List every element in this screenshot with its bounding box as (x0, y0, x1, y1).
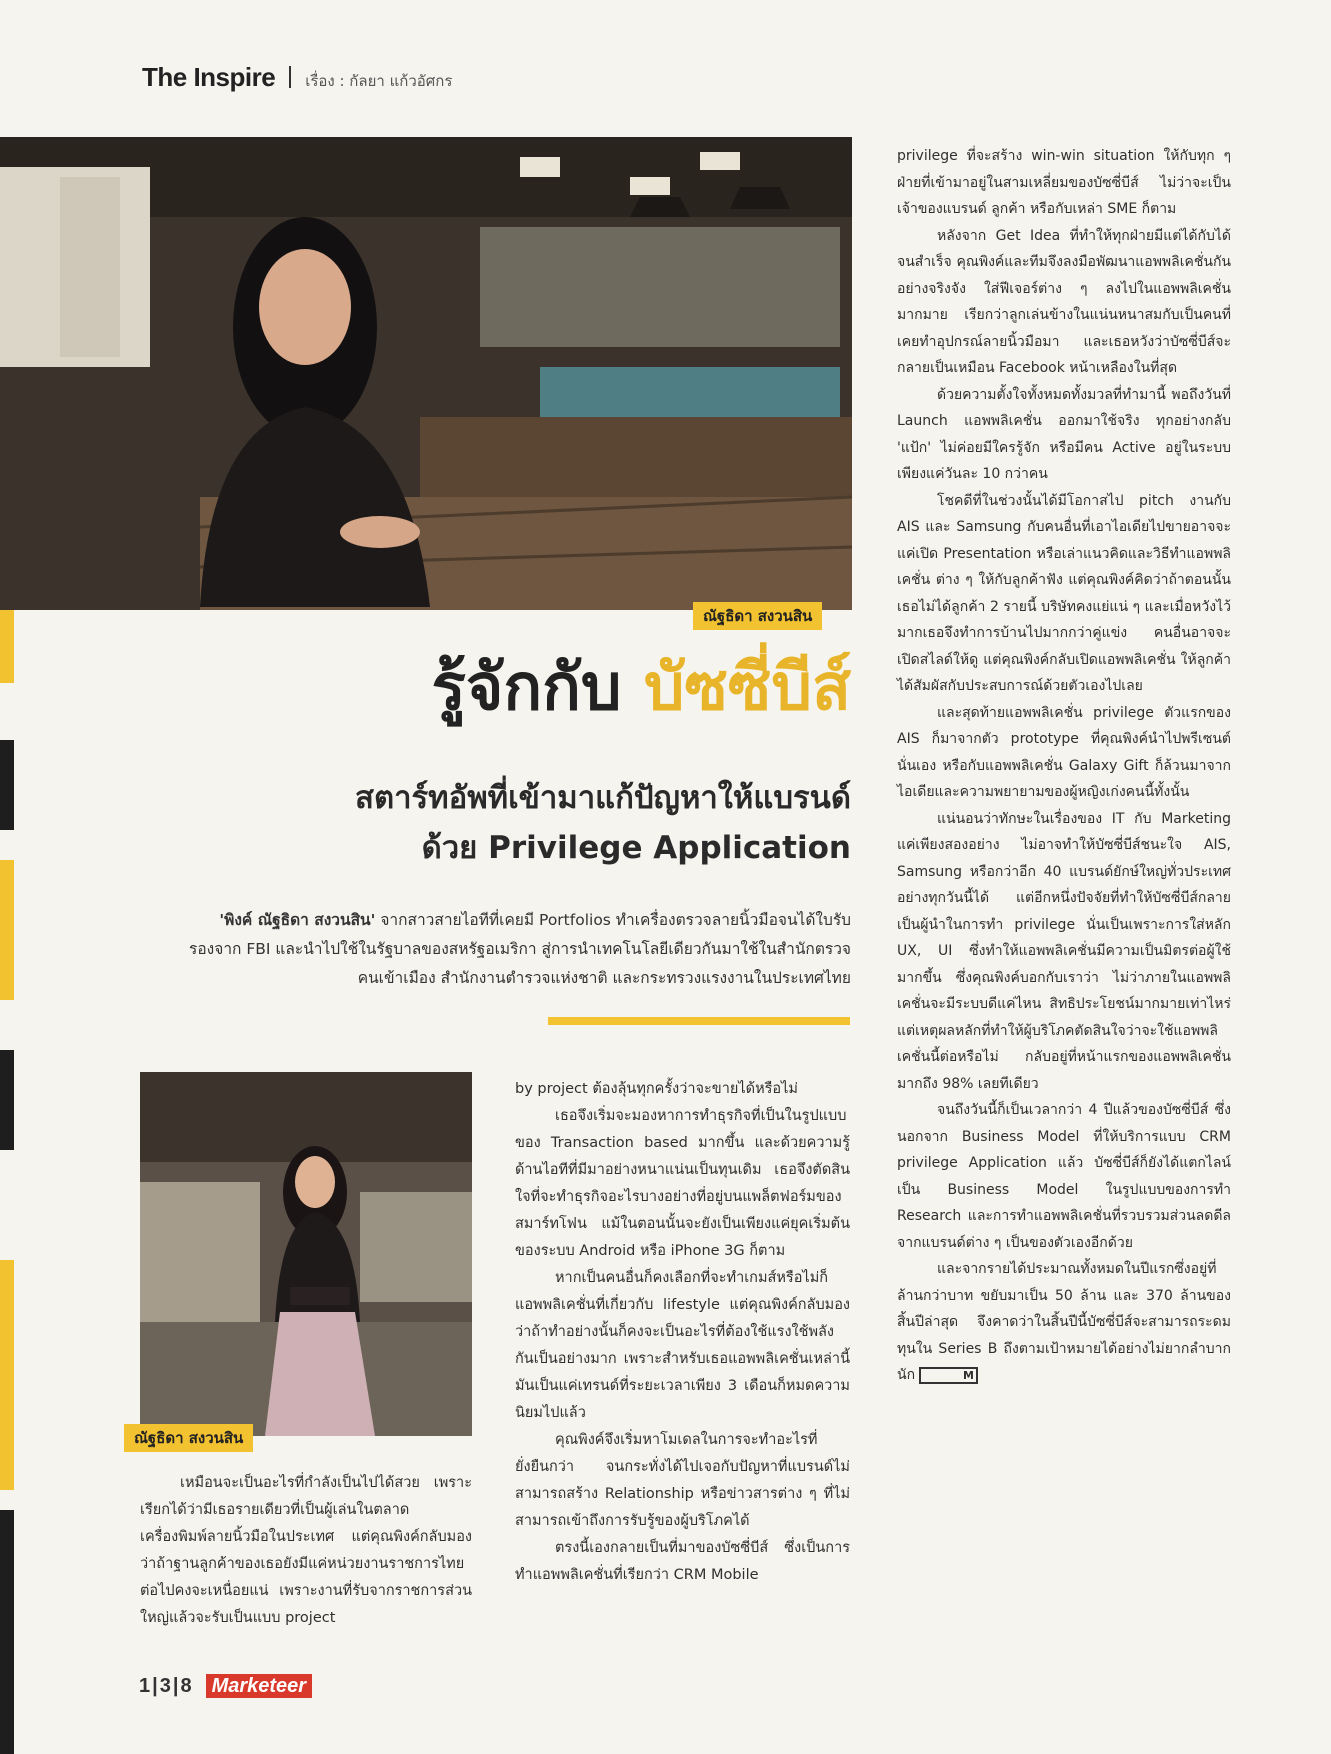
photo-caption-bottom: ณัฐธิดา สงวนสิน (124, 1424, 253, 1452)
paragraph: โชคดีที่ในช่วงนั้นได้มีโอกาสไป pitch งานกับ AIS และ Samsung กับคนอื่นที่เอาไอเดียไปขายอาจจะแค่เปิด Presentation หรือเล่าแนวคิดและวิธีทำแอพพลิเคชั่น ต่าง ๆ ให้กับลูกค้าฟัง แต่คุณพิงค์คิดว่าถ้าตอนนั้นเธอไม่ได้ลูกค้า 2 รายนี้ บริษัทคงแย่แน่ ๆ และเมื่อหวังไว้มากเธอจึงทำการบ้านไปมากกว่าคู่แข่ง คนอื่นอาจจะเปิดสไลด์ให้ดู แต่คุณพิงค์กลับเปิดแอพพลิเคชั่น ให้ลูกค้าได้สัมผัสกับประสบการณ์ด้วยตัวเองไปเลย (897, 492, 1231, 694)
intro-line-1: 'พิงค์ ณัฐธิดา สงวนสิน' จากสาวสายไอทีที่เคยมี Portfolios ทำเครื่องตรวจลายนิ้วมือจนได้ใบรับ (219, 911, 851, 929)
intro-line-3: คนเข้าเมือง สำนักงานตำรวจแห่งชาติ และกระทรวงแรงงานในประเทศไทย (357, 969, 851, 987)
paragraph: และสุดท้ายแอพพลิเคชั่น privilege ตัวแรกของ AIS ก็มาจากตัว prototype ที่คุณพิงค์นำไปพรีเซนต์นั่นเอง หรือกับแอพพลิเคชั่น Galaxy Gift ก็ล้วนมาจากไอเดียและความพยายามของผู้หญิงเก่งคนนี้ทั้งนั้น (897, 704, 1231, 800)
paragraph: ด้วยความตั้งใจทั้งหมดทั้งมวลที่ทำมานี้ พอถึงวันที่ Launch แอพพลิเคชั่น ออกมาใช้จริง ทุกอย่างกลับ 'แป้ก' ไม่ค่อยมีใครรู้จัก หรือมีคน Active อยู่ในระบบเพียงแค่วันละ 10 กว่าคน (897, 386, 1231, 482)
portrait-photo (140, 1072, 472, 1436)
feature-photo (0, 137, 852, 610)
paragraph: หากเป็นคนอื่นก็คงเลือกที่จะทำเกมส์หรือไม่ก็แอพพลิเคชั่นที่เกี่ยวกับ lifestyle แต่คุณพิงค์กลับมองว่าถ้าทำอย่างนั้นก็คงจะเป็นอะไรที่ต้องใช้แรงใช้พลังกันเป็นอย่างมาก เพราะสำหรับเธอแอพพลิเคชั่นเหล่านี้มันเป็นแค่เทรนด์ที่ระยะเวลาเพียง 3 เดือนก็หมดความนิยมไปแล้ว (515, 1270, 850, 1421)
page-number: 1|3|8 (139, 1674, 194, 1697)
intro-name: 'พิงค์ ณัฐธิดา สงวนสิน' (219, 911, 376, 929)
page-footer (139, 1674, 312, 1698)
paragraph: by project ต้องลุ้นทุกครั้งว่าจะขายได้หรือไม่ (515, 1081, 798, 1097)
page-header (142, 62, 452, 93)
column-left (140, 1470, 472, 1632)
feature-photo-image (0, 137, 852, 610)
section-rule (548, 1017, 850, 1025)
column-middle (515, 1076, 850, 1589)
paragraph: หลังจาก Get Idea ที่ทำให้ทุกฝ่ายมีแต่ได้กับได้จนสำเร็จ คุณพิงค์และทีมจึงลงมือพัฒนาแอพพลิเคชั่นกันอย่างจริงจัง ใส่ฟีเจอร์ต่าง ๆ ลงไปในแอพพลิเคชั่น มากมาย เรียกว่าลูกเล่นข้างในแน่นหนาสมกับเป็นคนที่เคยทำอุปกรณ์ลายนิ้วมือมา และเธอหวังว่าบัซซี่บีส์จะกลายเป็นเหมือน Facebook หน้าเหลืองในที่สุด (897, 227, 1231, 376)
header-divider (289, 66, 291, 88)
edge-bar-black-3 (0, 1510, 14, 1754)
paragraph-final: และจากรายได้ประมาณทั้งหมดในปีแรกซึ่งอยู่ที่ล้านกว่าบาท ขยับมาเป็น 50 ล้าน และ 370 ล้านของสิ้นปีล่าสุด จึงคาดว่าในสิ้นปีนี้บัซซี่บีส์จะสามารถระดมทุนใน Series B ถึงตามเป้าหมายได้อย่างไม่ยากลำบากนัก M (897, 1261, 1231, 1383)
paragraph: privilege ที่จะสร้าง win-win situation ให้กับทุก ๆ ฝ่ายที่เข้ามาอยู่ในสามเหลี่ยมของบัซซี่บีส์ ไม่ว่าจะเป็นเจ้าของแบรนด์ ลูกค้า หรือกับเหล่า SME ก็ตาม (897, 148, 1231, 217)
edge-bar-black-1 (0, 740, 14, 830)
edge-bar-yellow-3 (0, 1260, 14, 1490)
edge-bar-yellow-2 (0, 860, 14, 1000)
headline (431, 651, 851, 725)
edge-bar-black-2 (0, 1050, 14, 1150)
headline-lead: รู้จักกับ (431, 651, 622, 725)
section-title: The Inspire (142, 62, 276, 92)
column-right (897, 143, 1231, 1389)
paragraph: ตรงนี้เองกลายเป็นที่มาของบัซซี่บีส์ ซึ่งเป็นการทำแอพพลิเคชั่นที่เรียกว่า CRM Mobile (515, 1540, 850, 1583)
author-credit: เรื่อง : กัลยา แก้วอัศกร (305, 72, 453, 90)
publication-logo: Marketeer (206, 1674, 313, 1698)
portrait-photo-image (140, 1072, 472, 1436)
headline-brand: บัซซี่บีส์ (643, 651, 851, 725)
end-mark-icon: M (919, 1367, 978, 1384)
subtitle-line-1: สตาร์ทอัพที่เข้ามาแก้ปัญหาให้แบรนด์ (355, 780, 851, 816)
intro-line-2: รองจาก FBI และนำไปใช้ในรัฐบาลของสหรัฐอเมริกา สู่การนำเทคโนโลยีเดียวกันมาใช้ในสำนักตรวจ (189, 940, 851, 958)
photo-caption-top: ณัฐธิดา สงวนสิน (693, 602, 822, 630)
paragraph: คุณพิงค์จึงเริ่มหาโมเดลในการจะทำอะไรที่ยั่งยืนกว่า จนกระทั่งได้ไปเจอกับปัญหาที่แบรนด์ไม่สามารถสร้าง Relationship หรือข่าวสารต่าง ๆ ที่ไม่สามารถเข้าถึงการรับรู้ของผู้บริโภคได้ (515, 1432, 850, 1529)
paragraph: เหมือนจะเป็นอะไรที่กำลังเป็นไปได้สวย เพราะเรียกได้ว่ามีเธอรายเดียวที่เป็นผู้เล่นในตลาดเครื่องพิมพ์ลายนิ้วมือในประเทศ แต่คุณพิงค์กลับมองว่าถ้าฐานลูกค้าของเธอยังมีแค่หน่วยงานราชการไทย ต่อไปคงจะเหนื่อยแน่ เพราะงานที่รับจากราชการส่วนใหญ่แล้วจะรับเป็นแบบ project (140, 1475, 472, 1626)
paragraph: แน่นอนว่าทักษะในเรื่องของ IT กับ Marketing แค่เพียงสองอย่าง ไม่อาจทำให้บัซซี่บีส์ชนะใจ AIS, Samsung หรือกว่าอีก 40 แบรนด์ยักษ์ใหญ่ทั่วประเทศอย่างทุกวันนี้ได้ แต่อีกหนึ่งปัจจัยที่ทำให้บัซซี่บีส์กลายเป็นผู้นำในการทำ privilege นั่นเป็นเพราะการใส่หลัก UX, UI ซึ่งทำให้แอพพลิเคชั่นมีความเป็นมิตรต่อผู้ใช้มากขึ้น ซึ่งคุณพิงค์บอกกับเราว่า ไม่ว่าภายในแอพพลิเคชั่นจะมีระบบดีแค่ไหน สิทธิประโยชน์มากมายเท่าไหร่ แต่เหตุผลหลักที่ทำให้ผู้บริโภคตัดสินใจว่าจะใช้แอพพลิเคชั่นนี้ต่อหรือไม่ กลับอยู่ที่หน้าแรกของแอพพลิเคชั่น มากถึง 98% เลยทีเดียว (897, 810, 1231, 1092)
paragraph: เธอจึงเริ่มจะมองหาการทำธุรกิจที่เป็นในรูปแบบของ Transaction based มากขึ้น และด้วยความรู้ด้านไอทีที่มีมาอย่างหนาแน่นเป็นทุนเดิม เธอจึงตัดสินใจที่จะทำธุรกิจอะไรบางอย่างที่อยู่บนแพล็ตฟอร์มของสมาร์ทโฟน แม้ในตอนนั้นจะยังเป็นเพียงแค่ยุคเริ่มต้นของระบบ Android หรือ iPhone 3G ก็ตาม (515, 1108, 850, 1259)
paragraph: จนถึงวันนี้ก็เป็นเวลากว่า 4 ปีแล้วของบัซซี่บีส์ ซึ่งนอกจาก Business Model ที่ให้บริการแบบ CRM privilege Application แล้ว บัซซี่บีส์ก็ยังได้แตกไลน์เป็น Business Model ในรูปแบบของการทำ Research และการทำแอพพลิเคชั่นที่รวบรวมส่วนลดดีลจากแบรนด์ต่าง ๆ เป็นของตัวเองอีกด้วย (897, 1102, 1231, 1251)
subtitle-line-2: ด้วย Privilege Application (421, 830, 851, 866)
intro-paragraph (131, 906, 851, 993)
